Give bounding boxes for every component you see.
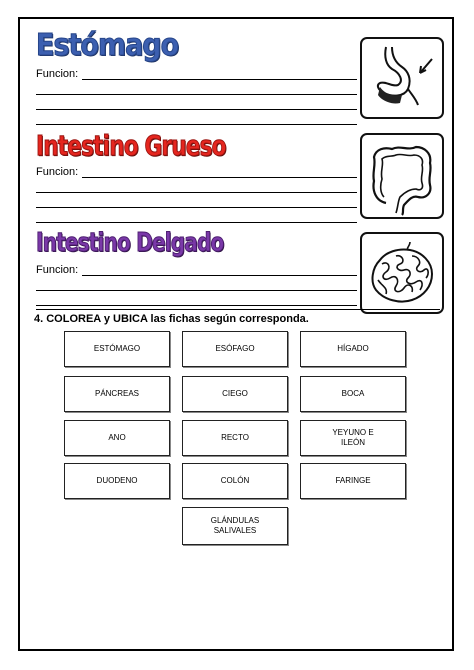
stomach-title: Estómago bbox=[36, 28, 179, 63]
card-colon[interactable]: COLÓN bbox=[182, 463, 288, 499]
small-intestine-answer-line-3[interactable] bbox=[36, 305, 357, 306]
stomach-answer-line-3[interactable] bbox=[36, 109, 357, 110]
small-intestine-image-box bbox=[360, 232, 444, 314]
small-intestine-title: Intestino Delgado bbox=[36, 228, 224, 258]
section-divider bbox=[36, 309, 440, 310]
large-intestine-answer-line-3[interactable] bbox=[36, 207, 357, 208]
stomach-function-label: Funcion: bbox=[36, 68, 79, 80]
stomach-answer-line-1[interactable] bbox=[82, 79, 357, 80]
card-esofago[interactable]: ESÓFAGO bbox=[182, 331, 288, 367]
large-intestine-title: Intestino Grueso bbox=[36, 129, 226, 162]
card-ano[interactable]: ANO bbox=[64, 420, 170, 456]
large-intestine-icon bbox=[362, 135, 442, 217]
large-intestine-image-box bbox=[360, 133, 444, 219]
card-pancreas[interactable]: PÁNCREAS bbox=[64, 376, 170, 412]
large-intestine-answer-line-2[interactable] bbox=[36, 192, 357, 193]
large-intestine-answer-line-1[interactable] bbox=[82, 177, 357, 178]
instruction-text: 4. COLOREA y UBICA las fichas según corresponda. bbox=[34, 313, 309, 325]
small-intestine-function-label: Funcion: bbox=[36, 264, 79, 276]
stomach-answer-line-2[interactable] bbox=[36, 94, 357, 95]
card-ciego[interactable]: CIEGO bbox=[182, 376, 288, 412]
stomach-icon bbox=[362, 39, 442, 117]
large-intestine-answer-line-4[interactable] bbox=[36, 222, 357, 223]
card-higado[interactable]: HÍGADO bbox=[300, 331, 406, 367]
card-duodeno[interactable]: DUODENO bbox=[64, 463, 170, 499]
small-intestine-icon bbox=[362, 234, 442, 312]
small-intestine-answer-line-1[interactable] bbox=[82, 275, 357, 276]
card-faringe[interactable]: FARINGE bbox=[300, 463, 406, 499]
stomach-image-box bbox=[360, 37, 444, 119]
card-recto[interactable]: RECTO bbox=[182, 420, 288, 456]
small-intestine-answer-line-2[interactable] bbox=[36, 290, 357, 291]
card-yeyuno-ileon[interactable]: YEYUNO E ILEÓN bbox=[300, 420, 406, 456]
card-boca[interactable]: BOCA bbox=[300, 376, 406, 412]
large-intestine-function-label: Funcion: bbox=[36, 166, 79, 178]
stomach-answer-line-4[interactable] bbox=[36, 124, 357, 125]
card-estomago[interactable]: ESTÓMAGO bbox=[64, 331, 170, 367]
card-glandulas-salivales[interactable]: GLÁNDULAS SALIVALES bbox=[182, 507, 288, 545]
